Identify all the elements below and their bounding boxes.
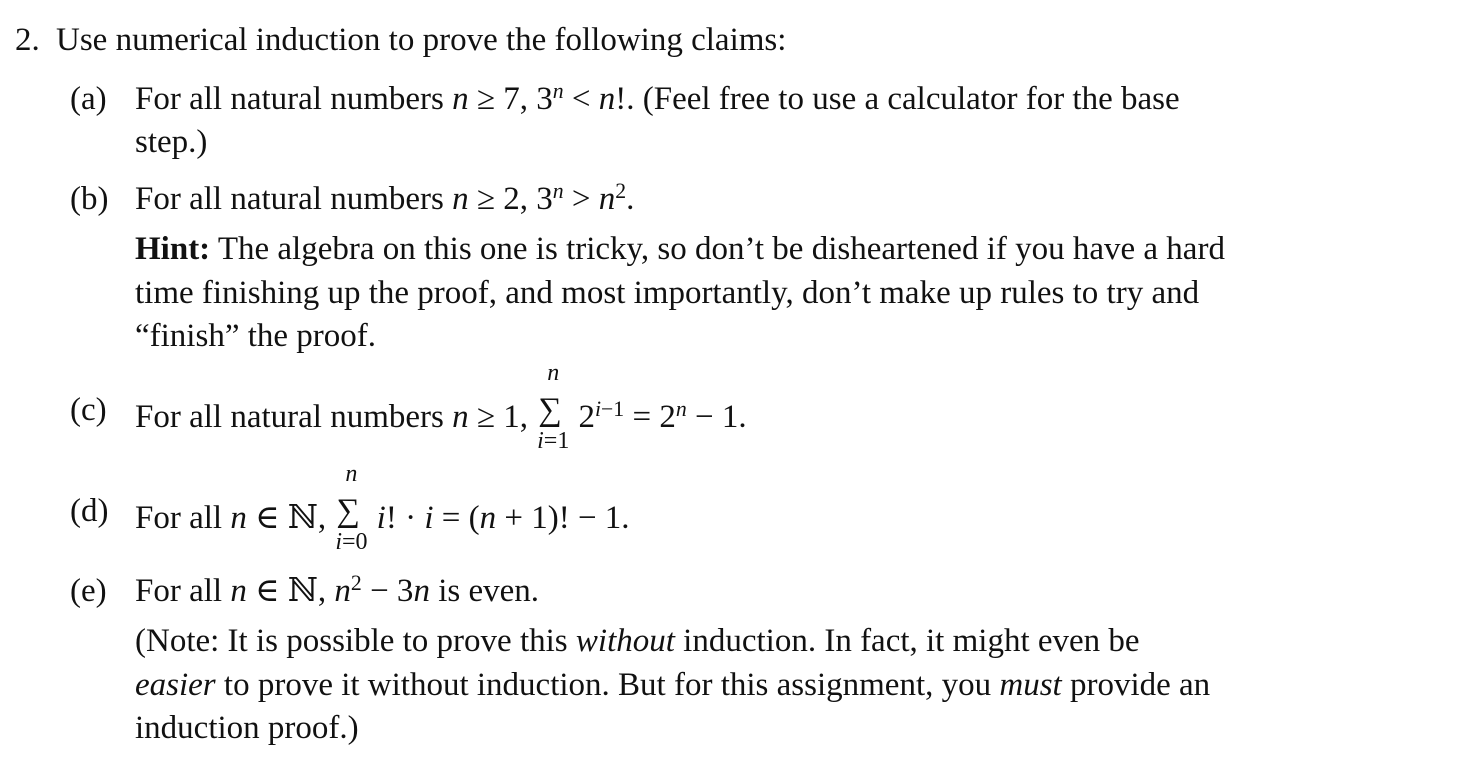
part-a-label: (a) — [70, 81, 107, 117]
part-b-intro: For all natural numbers — [135, 181, 453, 217]
part-c-label: (c) — [70, 392, 107, 428]
part-c-text — [135, 360, 747, 454]
problem-header — [15, 24, 786, 57]
emphasis-without: without — [575, 623, 675, 659]
problem-intro: Use numerical induction to prove the following claims: — [56, 22, 787, 58]
sum-lower-limit: i=1 — [537, 428, 570, 454]
part-a-claim: n ≥ 7, $3^n < n$!. — [452, 79, 635, 117]
part-d-label: (d) — [70, 493, 109, 529]
summation-symbol: ∑ n i=1 — [536, 394, 570, 427]
part-d-claim: n ∈ ℕ, ∑ n i=0 i! · i = (n + 1)! − 1. — [230, 461, 630, 555]
problem-number: 2. — [15, 22, 40, 58]
part-e-note-line-3: induction proof.) — [135, 710, 359, 746]
part-b-claim: n ≥ 2, $3^n > n^2$. — [452, 179, 635, 217]
part-a-note-cont: step.) — [135, 124, 208, 160]
part-c-claim: n ≥ 1, ∑ n i=1 $2^{i-1} = 2^n - 1$. — [452, 360, 747, 454]
part-d-intro: For all — [135, 500, 231, 536]
part-b-label: (b) — [70, 181, 109, 217]
sum-upper-limit: n — [547, 360, 560, 386]
part-e-tail: is even. — [429, 573, 539, 609]
emphasis-easier: easier — [135, 667, 216, 703]
part-a-text — [135, 79, 1401, 117]
part-d-text — [135, 461, 630, 555]
part-b-text — [135, 179, 635, 217]
part-b-hint-line-2: time finishing up the proof, and most importantly, don’t make up rules to try and — [135, 275, 1200, 311]
sum-lower-limit: i=0 — [335, 529, 368, 555]
part-b-hint-line-1: Hint: The algebra on this one is tricky, so don’t be disheartened if you have a hard — [135, 231, 1225, 267]
part-e-text — [135, 571, 539, 609]
part-e-claim: n ∈ ℕ, $n^2 - 3n$ — [230, 571, 430, 609]
part-a-intro: For all natural numbers — [135, 81, 453, 117]
summation-symbol: ∑ n i=0 — [334, 495, 368, 528]
part-e-intro: For all — [135, 573, 231, 609]
part-e-note-line-1: (Note: It is possible to prove this without induction. In fact, it might even be — [135, 623, 1140, 659]
part-e-note-line-2: easier to prove it without induction. But for this assignment, you must provide an — [135, 667, 1211, 703]
hint-label: Hint: — [135, 231, 211, 267]
part-b-hint-line-3: “finish” the proof. — [135, 318, 377, 354]
part-a-note: (Feel free to use a calculator for the base — [634, 81, 1180, 117]
sum-upper-limit: n — [345, 461, 358, 487]
part-e-label: (e) — [70, 573, 107, 609]
part-c-intro: For all natural numbers — [135, 399, 453, 435]
emphasis-must: must — [999, 667, 1062, 703]
